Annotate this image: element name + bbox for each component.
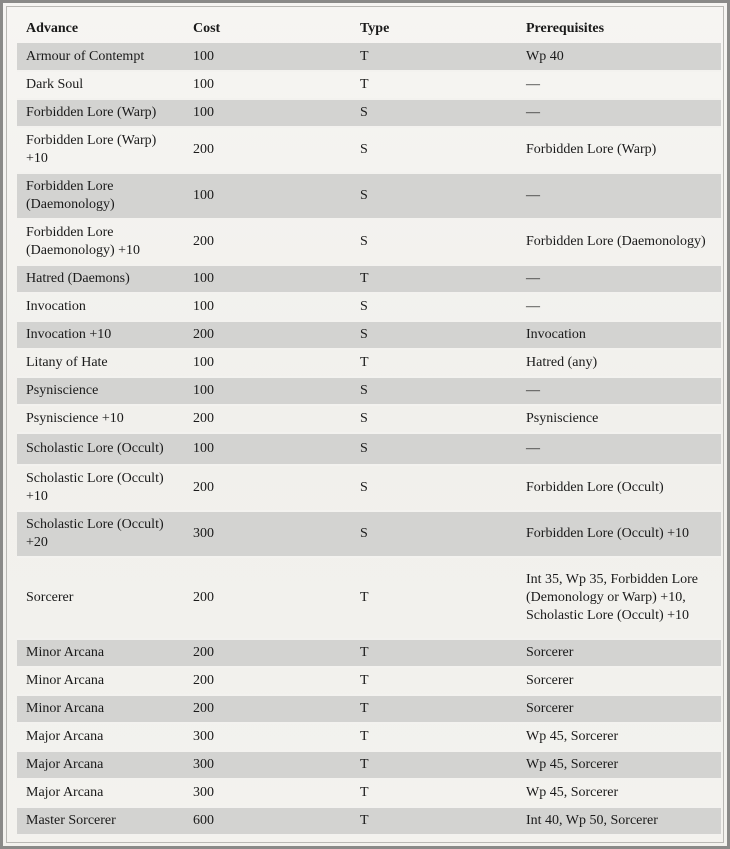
cell-type: T [351, 71, 517, 99]
cell-prerequisites: Wp 45, Sorcerer [517, 751, 721, 779]
advances-table [17, 15, 721, 836]
table-row [17, 127, 721, 173]
cell-advance: Master Sorcerer [17, 807, 184, 835]
cell-prerequisites: Int 35, Wp 35, Forbidden Lore (Demonology or Warp) +10, Scholastic Lore (Occult) +10 [517, 557, 721, 639]
cell-cost: 100 [184, 293, 351, 321]
cell-advance: Hatred (Daemons) [17, 265, 184, 293]
cell-prerequisites: — [517, 433, 721, 465]
table-row [17, 173, 721, 219]
cell-prerequisites: Sorcerer [517, 639, 721, 667]
cell-type: T [351, 695, 517, 723]
cell-cost: 300 [184, 511, 351, 557]
cell-advance: Forbidden Lore (Daemonology) +10 [17, 219, 184, 265]
cell-prerequisites: Hatred (any) [517, 349, 721, 377]
table-row [17, 695, 721, 723]
cell-type: S [351, 511, 517, 557]
table-header-row [17, 15, 721, 43]
cell-cost: 200 [184, 219, 351, 265]
cell-type: T [351, 43, 517, 71]
cell-prerequisites: Invocation [517, 321, 721, 349]
cell-type: S [351, 99, 517, 127]
table-row [17, 751, 721, 779]
cell-type: T [351, 751, 517, 779]
table-row [17, 511, 721, 557]
table-row [17, 71, 721, 99]
cell-type: S [351, 321, 517, 349]
cell-cost: 200 [184, 465, 351, 511]
table-row [17, 433, 721, 465]
cell-type: S [351, 173, 517, 219]
table-row [17, 557, 721, 639]
table-row [17, 293, 721, 321]
cell-cost: 200 [184, 405, 351, 433]
cell-prerequisites: Sorcerer [517, 667, 721, 695]
cell-type: T [351, 639, 517, 667]
cell-advance: Forbidden Lore (Warp) [17, 99, 184, 127]
cell-cost: 100 [184, 433, 351, 465]
cell-type: T [351, 667, 517, 695]
table-row [17, 99, 721, 127]
cell-advance: Forbidden Lore (Warp) +10 [17, 127, 184, 173]
table-row [17, 405, 721, 433]
table-row [17, 639, 721, 667]
cell-advance: Invocation [17, 293, 184, 321]
cell-cost: 100 [184, 71, 351, 99]
cell-advance: Dark Soul [17, 71, 184, 99]
cell-cost: 200 [184, 639, 351, 667]
cell-type: T [351, 723, 517, 751]
cell-advance: Major Arcana [17, 751, 184, 779]
cell-cost: 300 [184, 751, 351, 779]
cell-advance: Invocation +10 [17, 321, 184, 349]
cell-cost: 200 [184, 557, 351, 639]
cell-cost: 200 [184, 321, 351, 349]
cell-advance: Forbidden Lore (Daemonology) [17, 173, 184, 219]
table-row [17, 723, 721, 751]
cell-advance: Minor Arcana [17, 667, 184, 695]
table-row [17, 219, 721, 265]
cell-type: T [351, 265, 517, 293]
table-row [17, 667, 721, 695]
cell-type: T [351, 349, 517, 377]
cell-cost: 100 [184, 265, 351, 293]
cell-cost: 100 [184, 377, 351, 405]
cell-cost: 100 [184, 173, 351, 219]
header-cost: Cost [193, 21, 221, 36]
cell-prerequisites: — [517, 71, 721, 99]
cell-prerequisites: — [517, 99, 721, 127]
header-advance: Advance [26, 21, 79, 36]
cell-advance: Sorcerer [17, 557, 184, 639]
cell-prerequisites: Forbidden Lore (Daemonology) [517, 219, 721, 265]
table-row [17, 43, 721, 71]
cell-advance: Minor Arcana [17, 639, 184, 667]
cell-advance: Scholastic Lore (Occult) +10 [17, 465, 184, 511]
cell-advance: Scholastic Lore (Occult) +20 [17, 511, 184, 557]
cell-prerequisites: — [517, 293, 721, 321]
cell-cost: 200 [184, 695, 351, 723]
cell-type: S [351, 127, 517, 173]
cell-prerequisites: Forbidden Lore (Occult) +10 [517, 511, 721, 557]
cell-type: S [351, 405, 517, 433]
cell-cost: 300 [184, 779, 351, 807]
cell-prerequisites: — [517, 265, 721, 293]
cell-cost: 200 [184, 127, 351, 173]
table-row [17, 265, 721, 293]
table-row [17, 321, 721, 349]
cell-prerequisites: Sorcerer [517, 695, 721, 723]
cell-type: S [351, 465, 517, 511]
cell-advance: Scholastic Lore (Occult) [17, 433, 184, 465]
cell-prerequisites: Wp 45, Sorcerer [517, 779, 721, 807]
table-row [17, 465, 721, 511]
cell-prerequisites: Int 40, Wp 50, Sorcerer [517, 807, 721, 835]
cell-advance: Litany of Hate [17, 349, 184, 377]
cell-advance: Psyniscience [17, 377, 184, 405]
cell-prerequisites: Wp 45, Sorcerer [517, 723, 721, 751]
cell-cost: 600 [184, 807, 351, 835]
cell-type: S [351, 219, 517, 265]
cell-cost: 100 [184, 349, 351, 377]
cell-cost: 100 [184, 43, 351, 71]
cell-advance: Psyniscience +10 [17, 405, 184, 433]
cell-type: T [351, 807, 517, 835]
cell-prerequisites: Psyniscience [517, 405, 721, 433]
header-type: Type [360, 21, 390, 36]
cell-advance: Minor Arcana [17, 695, 184, 723]
cell-prerequisites: Forbidden Lore (Warp) [517, 127, 721, 173]
table-row [17, 349, 721, 377]
cell-type: T [351, 557, 517, 639]
cell-advance: Major Arcana [17, 723, 184, 751]
cell-advance: Armour of Contempt [17, 43, 184, 71]
cell-type: S [351, 377, 517, 405]
header-prerequisites: Prerequisites [526, 21, 605, 36]
cell-cost: 300 [184, 723, 351, 751]
cell-prerequisites: Forbidden Lore (Occult) [517, 465, 721, 511]
cell-type: T [351, 779, 517, 807]
table-row [17, 807, 721, 835]
cell-type: S [351, 293, 517, 321]
cell-prerequisites: — [517, 173, 721, 219]
cell-cost: 100 [184, 99, 351, 127]
cell-cost: 200 [184, 667, 351, 695]
cell-advance: Major Arcana [17, 779, 184, 807]
cell-type: S [351, 433, 517, 465]
cell-prerequisites: — [517, 377, 721, 405]
cell-prerequisites: Wp 40 [517, 43, 721, 71]
table-row [17, 779, 721, 807]
table-row [17, 377, 721, 405]
